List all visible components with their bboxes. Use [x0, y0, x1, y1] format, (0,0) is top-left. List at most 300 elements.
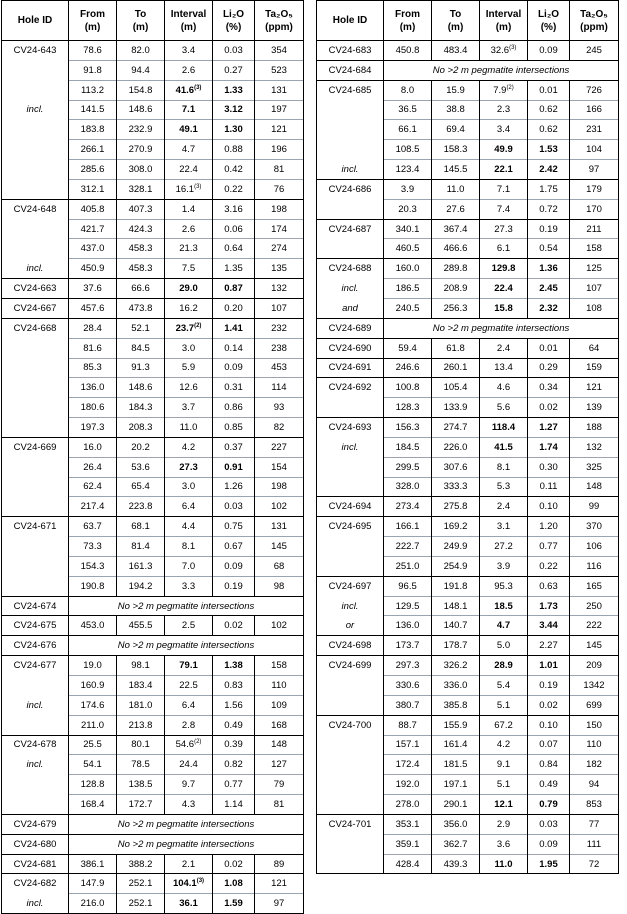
li2o-cell: 0.64	[213, 239, 255, 259]
no-intersection-note: No >2 m pegmatite intersections	[69, 814, 304, 834]
li2o-cell: 1.38	[213, 656, 255, 676]
ta2o5-cell: 198	[255, 199, 304, 219]
hole-id-cell: CV24-684	[317, 60, 384, 80]
hole-id-cell	[2, 576, 69, 596]
from-cell: 174.6	[69, 695, 117, 715]
hole-id-cell	[317, 755, 384, 775]
from-cell: 386.1	[69, 854, 117, 874]
hole-id-cell	[317, 854, 384, 874]
sub-interval-label: and	[317, 298, 384, 318]
hole-id-cell: CV24-689	[317, 318, 384, 338]
from-cell: 457.6	[69, 298, 117, 318]
from-cell: 166.1	[384, 517, 432, 537]
ta2o5-cell: 158	[255, 656, 304, 676]
from-cell: 160.9	[69, 676, 117, 696]
ta2o5-cell: 166	[570, 100, 619, 120]
hole-id-cell	[2, 60, 69, 80]
li2o-cell: 1.01	[528, 656, 570, 676]
hole-id-cell	[317, 735, 384, 755]
table-row	[317, 556, 619, 576]
table-row	[2, 616, 304, 636]
li2o-cell: 0.09	[213, 358, 255, 378]
interval-cell	[165, 556, 213, 576]
footnote-marker: (2)	[194, 739, 202, 746]
ta2o5-cell: 111	[570, 834, 619, 854]
to-cell: 148.1	[432, 596, 480, 616]
interval-cell	[165, 497, 213, 517]
to-cell: 328.1	[117, 179, 165, 199]
interval-cell	[165, 457, 213, 477]
interval-value: 49.1	[179, 124, 198, 136]
table-row	[2, 477, 304, 497]
interval-cell	[165, 616, 213, 636]
from-cell: 216.0	[69, 894, 117, 914]
ta2o5-cell: 108	[570, 298, 619, 318]
li2o-cell: 0.91	[213, 457, 255, 477]
to-cell: 226.0	[432, 437, 480, 457]
to-cell: 191.8	[432, 576, 480, 596]
li2o-cell: 0.02	[528, 695, 570, 715]
from-cell: 26.4	[69, 457, 117, 477]
interval-value: 4.6	[496, 382, 511, 394]
from-cell: 428.4	[384, 854, 432, 874]
table-row	[317, 239, 619, 259]
to-cell: 223.8	[117, 497, 165, 517]
interval-cell	[480, 41, 528, 61]
from-cell: 340.1	[384, 219, 432, 239]
from-cell: 54.1	[69, 755, 117, 775]
li2o-cell: 0.77	[213, 775, 255, 795]
to-cell: 155.9	[432, 715, 480, 735]
hole-id-cell: CV24-669	[2, 437, 69, 457]
hole-id-cell	[317, 239, 384, 259]
li2o-cell: 0.27	[213, 60, 255, 80]
interval-cell	[480, 378, 528, 398]
li2o-cell: 0.83	[213, 676, 255, 696]
ta2o5-cell: 135	[255, 259, 304, 279]
to-cell: 252.1	[117, 894, 165, 914]
ta2o5-cell: 77	[570, 814, 619, 834]
interval-cell	[480, 160, 528, 180]
interval-cell	[165, 41, 213, 61]
interval-cell	[165, 378, 213, 398]
footnote-marker: (3)	[194, 84, 202, 91]
li2o-cell: 0.39	[213, 735, 255, 755]
interval-value: 3.0	[181, 342, 196, 354]
li2o-cell: 0.10	[528, 497, 570, 517]
table-row	[317, 160, 619, 180]
hole-id-cell	[2, 556, 69, 576]
to-cell: 213.8	[117, 715, 165, 735]
to-cell: 15.9	[432, 80, 480, 100]
from-cell: 186.5	[384, 279, 432, 299]
li2o-cell: 0.49	[528, 775, 570, 795]
to-cell: 27.6	[432, 199, 480, 219]
from-cell: 251.0	[384, 556, 432, 576]
interval-cell	[165, 795, 213, 815]
interval-value: 6.4	[181, 501, 196, 513]
li2o-cell: 2.32	[528, 298, 570, 318]
interval-value: 13.4	[494, 362, 513, 374]
hole-id-cell	[317, 676, 384, 696]
ta2o5-cell: 121	[255, 120, 304, 140]
interval-value: 3.7	[181, 402, 196, 414]
sub-interval-label: incl.	[2, 695, 69, 715]
table-row	[2, 41, 304, 61]
interval-cell	[480, 358, 528, 378]
to-cell: 439.3	[432, 854, 480, 874]
li2o-cell: 0.03	[213, 497, 255, 517]
from-cell: 88.7	[384, 715, 432, 735]
table-row	[2, 199, 304, 219]
interval-cell	[165, 874, 213, 894]
interval-value: 41.5	[494, 441, 513, 453]
table-row	[317, 676, 619, 696]
from-cell: 285.6	[69, 160, 117, 180]
hole-id-cell: CV24-679	[2, 814, 69, 834]
table-row	[317, 636, 619, 656]
from-cell: 211.0	[69, 715, 117, 735]
ta2o5-cell: 198	[255, 477, 304, 497]
to-cell: 178.7	[432, 636, 480, 656]
col-header-interval: Interval (m)	[480, 1, 528, 41]
interval-value: 1.4	[181, 203, 196, 215]
from-cell: 128.3	[384, 398, 432, 418]
to-cell: 148.6	[117, 100, 165, 120]
ta2o5-cell: 699	[570, 695, 619, 715]
table-row	[2, 775, 304, 795]
interval-value: 3.4	[496, 124, 511, 136]
interval-value: 5.6	[496, 402, 511, 414]
li2o-cell: 0.49	[213, 715, 255, 735]
interval-cell	[165, 517, 213, 537]
li2o-cell: 0.09	[213, 556, 255, 576]
li2o-cell: 0.62	[528, 120, 570, 140]
to-cell: 184.3	[117, 398, 165, 418]
interval-cell	[165, 715, 213, 735]
ta2o5-cell: 107	[255, 298, 304, 318]
interval-cell	[165, 418, 213, 438]
note-row	[2, 596, 304, 616]
from-cell: 190.8	[69, 576, 117, 596]
interval-value: 2.1	[181, 858, 196, 870]
from-cell: 156.3	[384, 418, 432, 438]
ta2o5-cell: 853	[570, 795, 619, 815]
from-cell: 91.8	[69, 60, 117, 80]
table-row	[317, 775, 619, 795]
from-cell: 25.5	[69, 735, 117, 755]
hole-id-cell: CV24-699	[317, 656, 384, 676]
interval-cell	[480, 676, 528, 696]
li2o-cell: 0.20	[213, 298, 255, 318]
ta2o5-cell: 238	[255, 338, 304, 358]
hole-id-cell	[2, 338, 69, 358]
to-cell: 68.1	[117, 517, 165, 537]
hole-id-cell	[2, 120, 69, 140]
interval-cell	[165, 537, 213, 557]
ta2o5-cell: 104	[570, 140, 619, 160]
hole-id-cell: CV24-690	[317, 338, 384, 358]
from-cell: 217.4	[69, 497, 117, 517]
interval-value: 12.1	[494, 798, 513, 810]
to-cell: 69.4	[432, 120, 480, 140]
table-row	[2, 378, 304, 398]
interval-cell	[480, 239, 528, 259]
interval-cell	[480, 298, 528, 318]
interval-value: 5.3	[496, 481, 511, 493]
hole-id-cell	[2, 795, 69, 815]
to-cell: 407.3	[117, 199, 165, 219]
table-row	[2, 80, 304, 100]
to-cell: 133.9	[432, 398, 480, 418]
interval-value: 5.0	[496, 640, 511, 652]
li2o-cell: 0.63	[528, 576, 570, 596]
interval-cell	[165, 437, 213, 457]
interval-value: 4.7	[496, 620, 511, 632]
no-intersection-note: No >2 m pegmatite intersections	[69, 636, 304, 656]
ta2o5-cell: 107	[570, 279, 619, 299]
ta2o5-cell: 64	[570, 338, 619, 358]
interval-cell	[165, 140, 213, 160]
table-row	[2, 160, 304, 180]
interval-cell	[480, 656, 528, 676]
li2o-cell: 0.75	[213, 517, 255, 537]
table-row	[317, 755, 619, 775]
col-header-hole-id: Hole ID	[2, 1, 69, 41]
interval-cell	[480, 338, 528, 358]
table-row	[317, 378, 619, 398]
sub-interval-label: incl.	[317, 596, 384, 616]
to-cell: 38.8	[432, 100, 480, 120]
from-cell: 147.9	[69, 874, 117, 894]
from-cell: 8.0	[384, 80, 432, 100]
table-row	[2, 457, 304, 477]
interval-value: 24.4	[179, 759, 198, 771]
ta2o5-cell: 250	[570, 596, 619, 616]
to-cell: 94.4	[117, 60, 165, 80]
table-row	[317, 477, 619, 497]
from-cell: 66.1	[384, 120, 432, 140]
table-row	[317, 279, 619, 299]
hole-id-cell: CV24-698	[317, 636, 384, 656]
ta2o5-cell: 131	[255, 80, 304, 100]
interval-value: 15.8	[494, 302, 513, 314]
from-cell: 266.1	[69, 140, 117, 160]
interval-value: 18.5	[494, 600, 513, 612]
from-cell: 278.0	[384, 795, 432, 815]
ta2o5-cell: 125	[570, 259, 619, 279]
table-row	[317, 219, 619, 239]
to-cell: 458.3	[117, 259, 165, 279]
left-table-header	[2, 1, 304, 41]
table-row	[2, 219, 304, 239]
interval-value: 4.4	[181, 521, 196, 533]
from-cell: 123.4	[384, 160, 432, 180]
interval-value: 5.1	[496, 779, 511, 791]
table-row	[2, 179, 304, 199]
table-row	[317, 338, 619, 358]
to-cell: 11.0	[432, 179, 480, 199]
ta2o5-cell: 127	[255, 755, 304, 775]
to-cell: 388.2	[117, 854, 165, 874]
ta2o5-cell: 523	[255, 60, 304, 80]
col-header-to: To (m)	[432, 1, 480, 41]
to-cell: 154.8	[117, 80, 165, 100]
to-cell: 53.6	[117, 457, 165, 477]
to-cell: 326.2	[432, 656, 480, 676]
to-cell: 98.1	[117, 656, 165, 676]
li2o-cell: 0.62	[528, 100, 570, 120]
hole-id-cell	[317, 537, 384, 557]
table-row	[2, 874, 304, 894]
ta2o5-cell: 72	[570, 854, 619, 874]
table-row	[2, 437, 304, 457]
li2o-cell: 1.41	[213, 318, 255, 338]
ta2o5-cell: 145	[255, 537, 304, 557]
footnote-marker: (2)	[194, 322, 202, 329]
ta2o5-cell: 170	[570, 199, 619, 219]
table-row	[2, 576, 304, 596]
to-cell: 208.9	[432, 279, 480, 299]
hole-id-cell	[2, 537, 69, 557]
from-cell: 160.0	[384, 259, 432, 279]
li2o-cell: 1.08	[213, 874, 255, 894]
table-row	[2, 735, 304, 755]
from-cell: 81.6	[69, 338, 117, 358]
li2o-cell: 0.37	[213, 437, 255, 457]
li2o-cell: 1.53	[528, 140, 570, 160]
note-row	[2, 834, 304, 854]
interval-cell	[480, 120, 528, 140]
table-row	[2, 358, 304, 378]
to-cell: 336.0	[432, 676, 480, 696]
ta2o5-cell: 182	[570, 755, 619, 775]
footnote-marker: (3)	[509, 44, 517, 51]
table-row	[317, 576, 619, 596]
to-cell: 172.7	[117, 795, 165, 815]
to-cell: 65.4	[117, 477, 165, 497]
interval-value: 3.3	[181, 580, 196, 592]
table-row	[317, 140, 619, 160]
ta2o5-cell: 145	[570, 636, 619, 656]
interval-value: 22.4	[179, 163, 198, 175]
li2o-cell: 0.29	[528, 358, 570, 378]
col-header-to: To (m)	[117, 1, 165, 41]
from-cell: 328.0	[384, 477, 432, 497]
from-cell: 20.3	[384, 199, 432, 219]
table-row	[317, 457, 619, 477]
ta2o5-cell: 211	[570, 219, 619, 239]
ta2o5-cell: 453	[255, 358, 304, 378]
ta2o5-cell: 106	[570, 537, 619, 557]
interval-cell	[165, 755, 213, 775]
table-row	[317, 80, 619, 100]
hole-id-cell: CV24-671	[2, 517, 69, 537]
sub-interval-label: incl.	[317, 437, 384, 457]
table-row	[317, 298, 619, 318]
ta2o5-cell: 222	[570, 616, 619, 636]
ta2o5-cell: 94	[570, 775, 619, 795]
interval-cell	[165, 179, 213, 199]
interval-value: 2.4	[496, 342, 511, 354]
hole-id-cell: CV24-686	[317, 179, 384, 199]
interval-cell	[480, 814, 528, 834]
ta2o5-cell: 97	[570, 160, 619, 180]
hole-id-cell	[2, 715, 69, 735]
li2o-cell: 0.42	[213, 160, 255, 180]
col-header-li2o: Li₂O (%)	[528, 1, 570, 41]
ta2o5-cell: 121	[570, 378, 619, 398]
ta2o5-cell: 132	[255, 279, 304, 299]
hole-id-cell	[2, 358, 69, 378]
ta2o5-cell: 159	[570, 358, 619, 378]
interval-value: 16.1	[175, 183, 195, 195]
hole-id-cell: CV24-693	[317, 418, 384, 438]
interval-value: 7.5	[181, 263, 196, 275]
ta2o5-cell: 165	[570, 576, 619, 596]
hole-id-cell: CV24-682	[2, 874, 69, 894]
hole-id-cell	[317, 457, 384, 477]
hole-id-cell: CV24-700	[317, 715, 384, 735]
to-cell: 80.1	[117, 735, 165, 755]
hole-id-cell: CV24-701	[317, 814, 384, 834]
to-cell: 232.9	[117, 120, 165, 140]
interval-cell	[480, 775, 528, 795]
hole-id-cell: CV24-675	[2, 616, 69, 636]
sub-interval-label: incl.	[2, 259, 69, 279]
from-cell: 100.8	[384, 378, 432, 398]
ta2o5-cell: 114	[255, 378, 304, 398]
ta2o5-cell: 98	[255, 576, 304, 596]
to-cell: 181.0	[117, 695, 165, 715]
from-cell: 108.5	[384, 140, 432, 160]
no-intersection-note: No >2 m pegmatite intersections	[384, 318, 619, 338]
ta2o5-cell: 76	[255, 179, 304, 199]
from-cell: 359.1	[384, 834, 432, 854]
table-row	[2, 239, 304, 259]
to-cell: 385.8	[432, 695, 480, 715]
li2o-cell: 0.84	[528, 755, 570, 775]
interval-cell	[165, 676, 213, 696]
hole-id-cell: CV24-643	[2, 41, 69, 61]
to-cell: 455.5	[117, 616, 165, 636]
interval-cell	[480, 219, 528, 239]
no-intersection-note: No >2 m pegmatite intersections	[384, 60, 619, 80]
to-cell: 82.0	[117, 41, 165, 61]
to-cell: 362.7	[432, 834, 480, 854]
li2o-cell: 1.27	[528, 418, 570, 438]
ta2o5-cell: 116	[570, 556, 619, 576]
hole-id-cell: CV24-697	[317, 576, 384, 596]
li2o-cell: 1.33	[213, 80, 255, 100]
li2o-cell: 1.74	[528, 437, 570, 457]
table-row	[2, 298, 304, 318]
interval-value: 29.0	[179, 283, 198, 295]
interval-value: 6.4	[181, 699, 196, 711]
to-cell: 424.3	[117, 219, 165, 239]
interval-value: 7.9	[493, 84, 507, 96]
hole-id-cell	[317, 695, 384, 715]
from-cell: 421.7	[69, 219, 117, 239]
interval-cell	[480, 616, 528, 636]
interval-value: 21.3	[179, 243, 198, 255]
interval-cell	[480, 279, 528, 299]
li2o-cell: 1.14	[213, 795, 255, 815]
to-cell: 473.8	[117, 298, 165, 318]
hole-id-cell: CV24-677	[2, 656, 69, 676]
from-cell: 222.7	[384, 537, 432, 557]
table-row	[2, 715, 304, 735]
